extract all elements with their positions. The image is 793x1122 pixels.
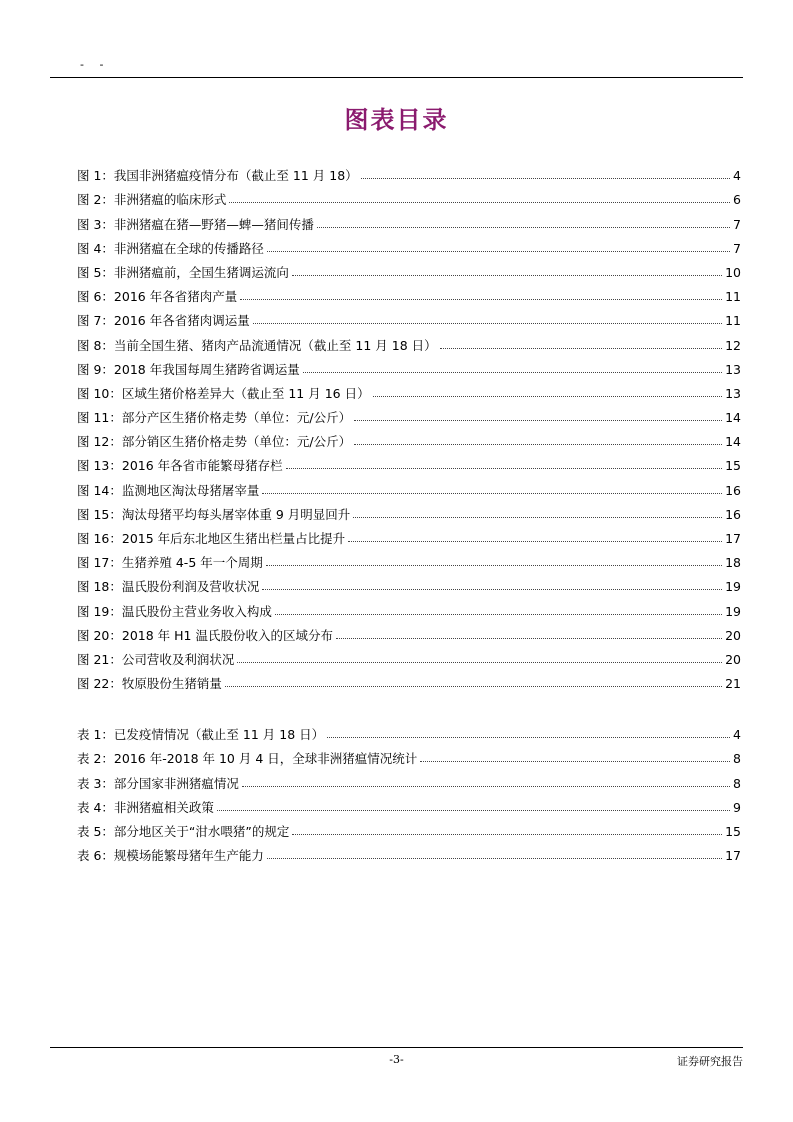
toc-entry-page: 13 <box>725 361 741 377</box>
toc-entry-page: 7 <box>733 240 741 256</box>
toc-entry-label: 表 1：已发疫情情况（截止至 11 月 18 日） <box>77 727 325 743</box>
toc-leader-dots <box>286 468 722 469</box>
toc-entry-figure-10[interactable] <box>77 377 741 401</box>
toc-entry-label: 表 6：规模场能繁母猪年生产能力 <box>77 848 264 864</box>
toc-entry-page: 14 <box>725 410 741 426</box>
toc-entry-table-6[interactable] <box>77 839 741 863</box>
toc-entry-figure-1[interactable] <box>77 159 741 183</box>
toc-entry-page: 18 <box>725 555 741 571</box>
toc-entry-figure-9[interactable] <box>77 353 741 377</box>
toc-entry-label: 图 7：2016 年各省猪肉调运量 <box>77 313 250 329</box>
toc-leader-dots <box>267 251 730 252</box>
toc-leader-dots <box>420 761 730 762</box>
toc-entry-page: 17 <box>725 531 741 546</box>
toc-leader-dots <box>353 517 722 518</box>
toc-leader-dots <box>229 202 730 203</box>
toc-entry-label: 图 15：淘汰母猪平均每头屠宰体重 9 月明显回升 <box>77 506 351 522</box>
toc-entry-figure-18[interactable] <box>77 570 741 594</box>
toc-entry-label: 图 2：非洲猪瘟的临床形式 <box>77 192 227 208</box>
toc-entry-label: 图 1：我国非洲猪瘟疫情分布（截止至 11 月 18） <box>77 168 358 184</box>
toc-leader-dots <box>266 565 722 566</box>
toc-entry-label: 图 20：2018 年 H1 温氏股份收入的区域分布 <box>77 627 333 643</box>
toc-leader-dots <box>361 178 730 179</box>
toc-entry-label: 表 2：2016 年-2018 年 10 月 4 日，全球非洲猪瘟情况统计 <box>77 751 418 767</box>
toc-entry-figure-3[interactable] <box>77 207 741 231</box>
toc-entry-label: 图 18：温氏股份利润及营收状况 <box>77 579 260 595</box>
toc-entry-label: 图 21：公司营收及利润状况 <box>77 651 235 667</box>
toc-entry-label: 图 12：部分销区生猪价格走势（单位：元/公斤） <box>77 434 352 450</box>
figure-list <box>77 159 741 691</box>
footer-rule <box>50 1047 743 1048</box>
toc-entry-page: 16 <box>725 482 741 498</box>
toc-entry-figure-6[interactable] <box>77 280 741 304</box>
toc-entry-page: 19 <box>725 579 741 595</box>
toc-entry-figure-19[interactable] <box>77 594 741 618</box>
toc-entry-label: 图 9：2018 年我国每周生猪跨省调运量 <box>77 361 300 377</box>
toc-entry-figure-20[interactable] <box>77 619 741 643</box>
toc-entry-figure-17[interactable] <box>77 546 741 570</box>
toc-entry-figure-16[interactable] <box>77 522 741 546</box>
toc-entry-label: 图 5：非洲猪瘟前，全国生猪调运流向 <box>77 264 289 280</box>
toc-entry-label: 图 13：2016 年各省市能繁母猪存栏 <box>77 458 283 474</box>
toc-entry-page: 4 <box>733 168 741 184</box>
toc-leader-dots <box>262 493 722 494</box>
toc-leader-dots <box>292 275 722 276</box>
toc-entry-table-2[interactable] <box>77 742 741 766</box>
toc-entry-figure-15[interactable] <box>77 498 741 522</box>
toc-leader-dots <box>237 662 722 663</box>
toc-entry-page: 12 <box>725 337 741 353</box>
toc-leader-dots <box>348 541 722 542</box>
toc-entry-page: 7 <box>733 216 741 232</box>
toc-leader-dots <box>267 858 722 859</box>
toc-entry-figure-5[interactable] <box>77 256 741 280</box>
toc-entry-figure-21[interactable] <box>77 643 741 667</box>
page-title: 图表目录 <box>344 105 449 134</box>
toc-entry-label: 图 16：2015 年后东北地区生猪出栏量占比提升 <box>77 531 346 546</box>
toc-entry-page: 16 <box>725 506 741 522</box>
toc-entry-figure-14[interactable] <box>77 473 741 497</box>
toc-entry-figure-12[interactable] <box>77 425 741 449</box>
toc-leader-dots <box>217 810 730 811</box>
toc-entry-page: 15 <box>725 823 741 839</box>
toc-leader-dots <box>317 227 730 228</box>
toc-entry-label: 图 14：监测地区淘汰母猪屠宰量 <box>77 482 260 498</box>
toc-entry-table-1[interactable] <box>77 718 741 742</box>
toc-entry-label: 表 3：部分国家非洲猪瘟情况 <box>77 775 239 791</box>
toc-entry-figure-8[interactable] <box>77 328 741 352</box>
toc-leader-dots <box>354 420 722 421</box>
toc-entry-page: 6 <box>733 192 741 208</box>
toc-entry-table-5[interactable] <box>77 815 741 839</box>
toc-entry-page: 15 <box>725 458 741 474</box>
toc-entry-table-4[interactable] <box>77 791 741 815</box>
toc-entry-label: 图 17：生猪养殖 4-5 年一个周期 <box>77 555 263 571</box>
toc-leader-dots <box>292 834 722 835</box>
toc-leader-dots <box>242 786 730 787</box>
toc-entry-page: 4 <box>733 727 741 743</box>
toc-entry-label: 图 8：当前全国生猪、猪肉产品流通情况（截止至 11 月 18 日） <box>77 337 437 353</box>
toc-entry-page: 9 <box>733 799 741 815</box>
toc-leader-dots <box>275 614 722 615</box>
toc-entry-table-3[interactable] <box>77 766 741 790</box>
toc-entry-page: 10 <box>725 264 741 280</box>
toc-entry-label: 图 4：非洲猪瘟在全球的传播路径 <box>77 240 264 256</box>
toc-leader-dots <box>440 348 722 349</box>
toc-leader-dots <box>336 638 722 639</box>
toc-leader-dots <box>253 323 722 324</box>
toc-entry-page: 8 <box>733 775 741 791</box>
toc-entry-page: 19 <box>725 603 741 619</box>
toc-entry-label: 图 10：区域生猪价格差异大（截止至 11 月 16 日） <box>77 385 370 401</box>
toc-entry-label: 图 19：温氏股份主营业务收入构成 <box>77 603 272 619</box>
header-rule <box>50 77 743 78</box>
toc-entry-figure-2[interactable] <box>77 183 741 207</box>
toc-leader-dots <box>354 444 722 445</box>
toc-entry-label: 图 3：非洲猪瘟在猪—野猪—蜱—猪间传播 <box>77 216 314 232</box>
toc-entry-page: 20 <box>725 651 741 667</box>
toc-leader-dots <box>327 737 730 738</box>
toc-leader-dots <box>225 686 722 687</box>
toc-entry-page: 20 <box>725 627 741 643</box>
toc-entry-page: 11 <box>725 313 741 329</box>
toc-entry-label: 图 11：部分产区生猪价格走势（单位：元/公斤） <box>77 410 352 426</box>
toc-entry-label: 图 6：2016 年各省猪肉产量 <box>77 289 238 305</box>
toc-entry-figure-4[interactable] <box>77 232 741 256</box>
header-mark: - - <box>80 58 110 71</box>
table-list <box>77 718 741 863</box>
toc-entry-label: 表 5：部分地区关于“泔水喂猪”的规定 <box>77 823 290 839</box>
toc-entry-page: 21 <box>725 676 741 692</box>
toc-entry-label: 图 22：牧原股份生猪销量 <box>77 676 222 692</box>
toc-leader-dots <box>240 299 722 300</box>
toc-leader-dots <box>303 372 722 373</box>
toc-entry-page: 11 <box>725 289 741 305</box>
toc-leader-dots <box>373 396 723 397</box>
toc-entry-label: 表 4：非洲猪瘟相关政策 <box>77 799 214 815</box>
toc-entry-figure-13[interactable] <box>77 449 741 473</box>
toc-entry-figure-22[interactable] <box>77 667 741 691</box>
toc-entry-page: 14 <box>725 434 741 450</box>
footer-report-label: 证券研究报告 <box>677 1055 743 1068</box>
toc-entry-page: 17 <box>725 848 741 864</box>
toc-leader-dots <box>262 589 722 590</box>
toc-entry-page: 13 <box>725 385 741 401</box>
toc-entry-figure-11[interactable] <box>77 401 741 425</box>
toc-entry-figure-7[interactable] <box>77 304 741 328</box>
toc-entry-page: 8 <box>733 751 741 767</box>
footer-page-number: -3- <box>389 1053 404 1066</box>
